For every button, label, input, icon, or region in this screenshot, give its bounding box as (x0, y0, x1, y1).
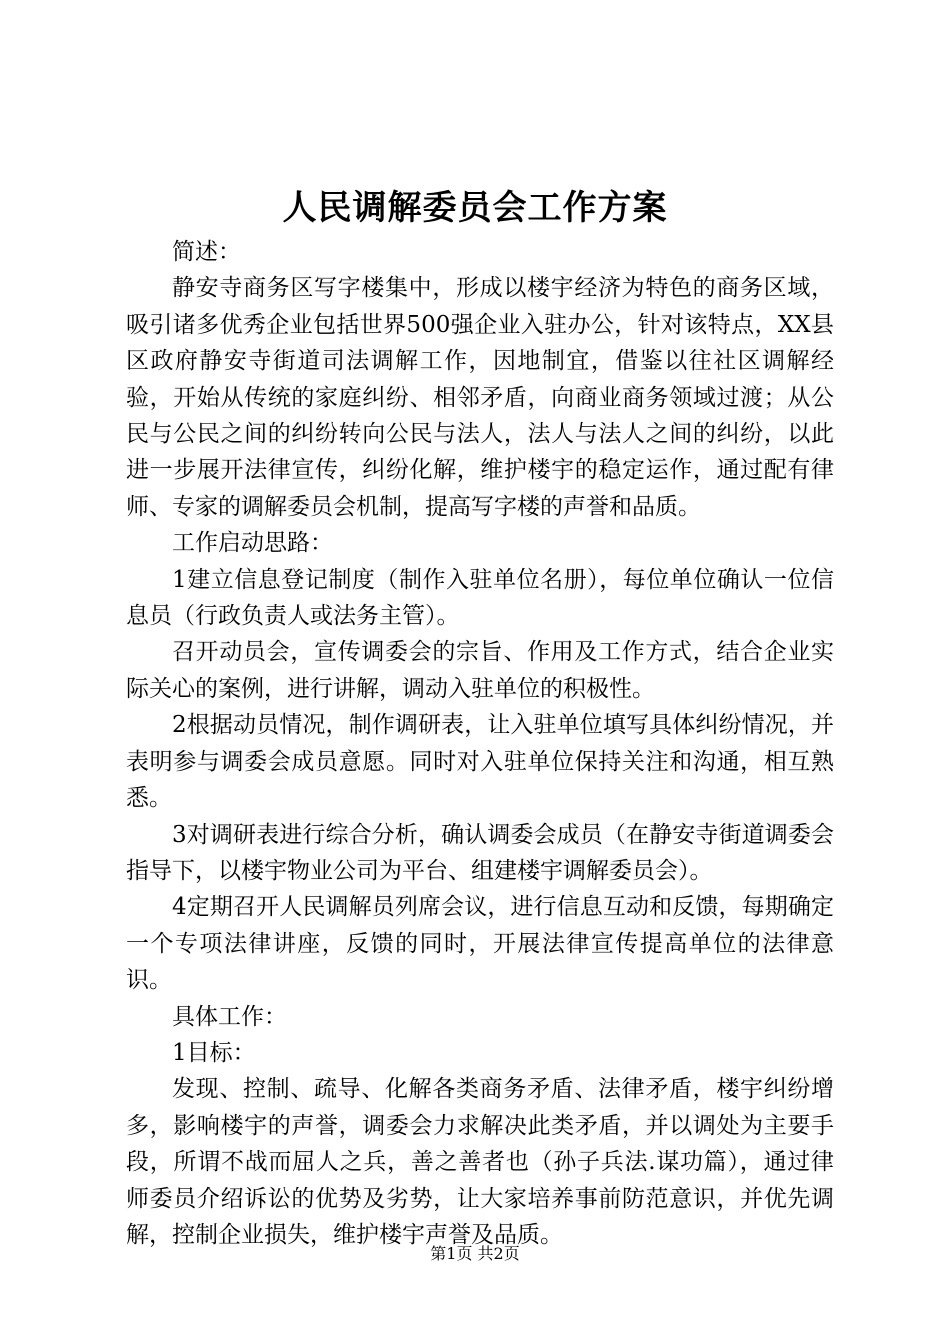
paragraph-goal: 发现、控制、疏导、化解各类商务矛盾、法律矛盾，楼宇纠纷增多，影响楼宇的声誉，调委会力求解决此类矛盾，并以调处为主要手段，所谓不战而屈人之兵，善之善者也（孙子兵法.谋功篇），通过律师委员介绍诉讼的优势及劣势，让大家培养事前防范意识，并优先调解，控制企业损失，维护楼宇声誉及品质。 (126, 1076, 834, 1248)
paragraph-startup-heading: 工作启动思路： (172, 530, 333, 557)
document-title: 人民调解委员会工作方案 (282, 188, 668, 228)
paragraph-step-3: 3对调研表进行综合分析，确认调委会成员（在静安寺街道调委会指导下，以楼宇物业公司为平台、组建楼宇调解委员会）。 (126, 821, 834, 884)
paragraph-step-4: 4定期召开人民调解员列席会议，进行信息互动和反馈，每期确定一个专项法律讲座，反馈的同时，开展法律宣传提高单位的法律意识。 (126, 894, 834, 994)
paragraph-step-2: 2根据动员情况，制作调研表，让入驻单位填写具体纠纷情况，并表明参与调委会成员意愿。同时对入驻单位保持关注和沟通，相互熟悉。 (126, 712, 834, 812)
paragraph-summary: 静安寺商务区写字楼集中，形成以楼宇经济为特色的商务区域，吸引诸多优秀企业包括世界500强企业入驻办公，针对该特点，XX县区政府静安寺街道司法调解工作，因地制宜，借鉴以往社区调解经验，开始从传统的家庭纠纷、相邻矛盾，向商业商务领域过渡；从公民与公民之间的纠纷转向公民与法人，法人与法人之间的纠纷，以此进一步展开法律宣传，纠纷化解，维护楼宇的稳定运作，通过配有律师、专家的调解委员会机制，提高写字楼的声誉和品质。 (126, 275, 834, 520)
paragraph-mobilization: 召开动员会，宣传调委会的宗旨、作用及工作方式，结合企业实际关心的案例，进行讲解，调动入驻单位的积极性。 (126, 639, 834, 702)
page-footer: 第1页 共2页 (430, 1244, 520, 1263)
paragraph-step-1: 1建立信息登记制度（制作入驻单位名册），每位单位确认一位信息员（行政负责人或法务主管）。 (126, 566, 834, 630)
document-body (126, 234, 834, 1253)
paragraph-goal-heading: 1目标： (172, 1039, 256, 1066)
paragraph-summary-heading: 简述： (172, 239, 241, 265)
paragraph-specific-work-heading: 具体工作： (172, 1003, 287, 1030)
